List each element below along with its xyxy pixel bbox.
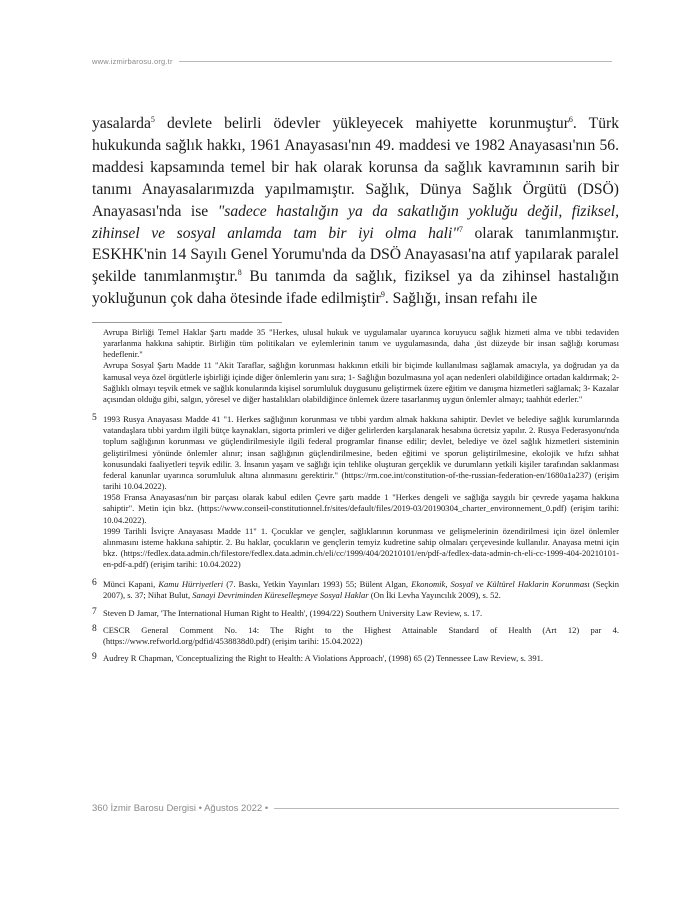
footnote-6 <box>92 579 619 601</box>
footnote-ref-6: 6 <box>568 115 573 124</box>
header-url: www.izmirbarosu.org.tr <box>92 56 173 66</box>
footer-page-info: 360 İzmir Barosu Dergisi • Ağustos 2022 • <box>92 802 269 814</box>
footnote-number: 6 <box>92 578 97 589</box>
footnote-paragraph: Avrupa Birliği Temel Haklar Şartı madde 35 "Herkes, ulusal hukuk ve uygulamalar uyarınca koruyucu sağlık hizmeti alma ve tıbbi tedaviden yararlanma hakkına sahiptir. Birliğin tüm politikaları ve eylemlerinin tanım ve uygulamasında, daha ¸üst düzeyde bir insan sağlığı koruması hedeflenir." <box>103 327 619 360</box>
body-paragraph <box>92 113 619 310</box>
who-definition-quote: "sadece hastalığın ya da sakatlığın yokluğu değil, fiziksel, zihinsel ve sosyal anlamda tam bir iyi olma hali" <box>92 202 619 242</box>
footnote-paragraph: CESCR General Comment No. 14: The Right to the Highest Attainable Standard of Health (Art 12) par 4. (https://www.refworld.org/pdfid/4538838d0.pdf) (erişim tarihi: 15.04.2022) <box>103 624 619 646</box>
running-header <box>92 54 612 68</box>
footnote-5 <box>92 414 619 570</box>
book-title: Sanayi Devriminden Küreselleşmeye Sosyal Haklar <box>192 590 369 601</box>
footnote-ref-9: 9 <box>380 290 385 300</box>
body-text-run: yasalarda <box>92 115 151 132</box>
footnote-separator <box>92 322 282 323</box>
header-rule <box>179 61 612 62</box>
footnote-ref-8: 8 <box>237 268 242 278</box>
footnote-text-run: (Seçkin 2007), s. 37; Nihat Bulut, <box>103 579 620 601</box>
body-text <box>92 113 619 310</box>
body-text-run: devlete belirli ödevler yükleyecek mahiyette korunmuştur <box>154 115 569 132</box>
footnote-9 <box>92 653 619 664</box>
footnote-number: 9 <box>92 652 97 663</box>
footnote-text-run: (7. Baskı, Yetkin Yayınları 1993) 55; Bülent Algan, <box>223 579 412 590</box>
body-text-run: . Türk hukukunda sağlık hakkı, 1961 Anayasası'nın 49. maddesi ve 1982 Anayasası'nın 56. maddesi kapsamında temel bir hak olarak korunsa da sağlık kavramının sarih bir tanımı Anayasalarımızda yapılmamıştır. Sağlık, Dünya Sağlık Örgütü (DSÖ) Anayasası'nda ise <box>92 115 619 220</box>
body-text-run: Bu tanımda da sağlık, fiziksel ya da zihinsel hastalığın yokluğunun çok daha ötesinde ifade edilmiştir <box>92 268 619 308</box>
footnote-text-run: (On İki Levha Yayıncılık 2009), s. 52. <box>368 590 501 601</box>
footnote-number: 7 <box>92 606 97 617</box>
book-title: Kamu Hürriyetleri <box>158 579 224 590</box>
body-text-run: . Sağlığı, insan refahı ile <box>384 290 538 308</box>
footnote-paragraph: Avrupa Sosyal Şartı Madde 11 "Akit Taraflar, sağlığın korunması hakkının etkili bir biçimde kullanılması sağlamak amacıyla, ya doğrudan ya da kamusal veya özel örgütlerle işbirliği içinde diğer önlemlerin yanı sıra; 1- Sağlığın bozulmasına yol açan nedenleri olabildiğince ortadan kaldırmak; 2- Sağlıklı olmayı teşvik etmek ve sağlık konularında kişisel sorumluluk duygusunu geliştirmek üzere eğitim ve danışma hizmetleri sağlamak; 3- Kazalar açısından olduğu gibi, salgın, yöresel ve diğer hastalıkları olabildiğince önlemek üzere tasarlanmış uygun önlemler almayı; taahhüt ederler." <box>103 360 620 404</box>
footnote-paragraph: Steven D Jamar, 'The International Human Right to Health', (1994/22) Southern University Law Review, s. 17. <box>103 607 483 618</box>
footnote-continued <box>92 327 619 405</box>
footnote-paragraph <box>103 579 619 601</box>
footnote-paragraph: Audrey R Chapman, 'Conceptualizing the Right to Health: A Violations Approach', (1998) 65 (2) Tennessee Law Review, s. 391. <box>103 653 543 664</box>
footnote-ref-5: 5 <box>150 115 155 124</box>
footnote-ref-7: 7 <box>458 224 463 234</box>
book-title: Ekonomik, Sosyal ve Kültürel Haklarin Korunması <box>411 579 590 590</box>
body-text-run: olarak tanımlanmıştır. ESKHK'nin 14 Sayılı Genel Yorumu'nda da DSÖ Anayasası'na atıf yapılarak paralel şekilde tanımlanmıştır. <box>92 224 619 286</box>
footnote-paragraph: 1993 Rusya Anayasası Madde 41 "1. Herkes sağlığının korunması ve tıbbi yardım almak hakkına sahiptir. Devlet ve belediye sağlık kurumlarında vatandaşlara tıbbi yardım ilgili bütçe kaynakları, sigorta primleri ve diğer gelirlerden karşılanarak hesabına ücretsiz yapılır. 2. Rusya Federasyonu'nda toplum sağlığının korunması ve güçlendirilmesiyle ilgili federal programlar finanse edilir; devlet, belediye ve özel sağlık hizmetleri sisteminin geliştirilmesi yönünde önlemler alınır; insan sağlığının güçlendirilmesine, beden eğitimi ve sporun geliştirilmesine, ekolojik ve hıfzı sıhhat konusundaki faaliyetleri teşvik edilir. 3. İnsanın yaşam ve sağlığı için tehlike oluşturan gerçeklik ve durumların yetkili kişiler tarafından saklanması federal kanunlar uyarınca sorumluluk altına alınmasını gerektirir." (https://rm.coe.int/constitution-of-the-russian-federation-en/1680a1a237) (erişim tarihi 10.04.2022). <box>103 414 619 492</box>
footnote-paragraph: 1999 Tarihli İsviçre Anayasası Madde 11" 1. Çocuklar ve gençler, sağlıklarının korunması ve gelişmelerinin özendirilmesi için özel önlemler alınmasını isteme hakkına sahiptir. 2. Bu haklar, çocukların ve gençlerin temyiz kudretine sahip olmaları çerçevesinde kullanılır. Anayasa metni için bkz. (https://fedlex.data.admin.ch/filestore/fedlex.data.admin.ch/eli/cc/1999/404/20210101/en/pdf-a/fedlex-data-admin-ch-eli-cc-1999-404-20210101-en-pdf-a.pdf) (erişim tarihi: 10.04.2022) <box>103 525 619 570</box>
footnote-7 <box>92 608 619 619</box>
footnote-number: 5 <box>92 413 97 424</box>
footer-rule <box>274 808 619 809</box>
footnote-number: 8 <box>92 623 97 634</box>
footnote-paragraph: 1958 Fransa Anayasası'nın bir parçası olarak kabul edilen Çevre şartı madde 1 "Herkes dengeli ve sağlığa saygılı bir çevrede yaşama hakkına sahiptir". Metin için bkz. (https://www.conseil-constitutionnel.fr/sites/default/files/2019-03/20190304_charter_environnement_0.pdf) (erişim tarihi: 10.04.2022). <box>103 492 619 525</box>
footnote-8 <box>92 625 619 647</box>
running-footer <box>92 801 619 815</box>
footnote-text-run: Münci Kapani, <box>103 579 159 590</box>
footnotes <box>92 327 619 664</box>
